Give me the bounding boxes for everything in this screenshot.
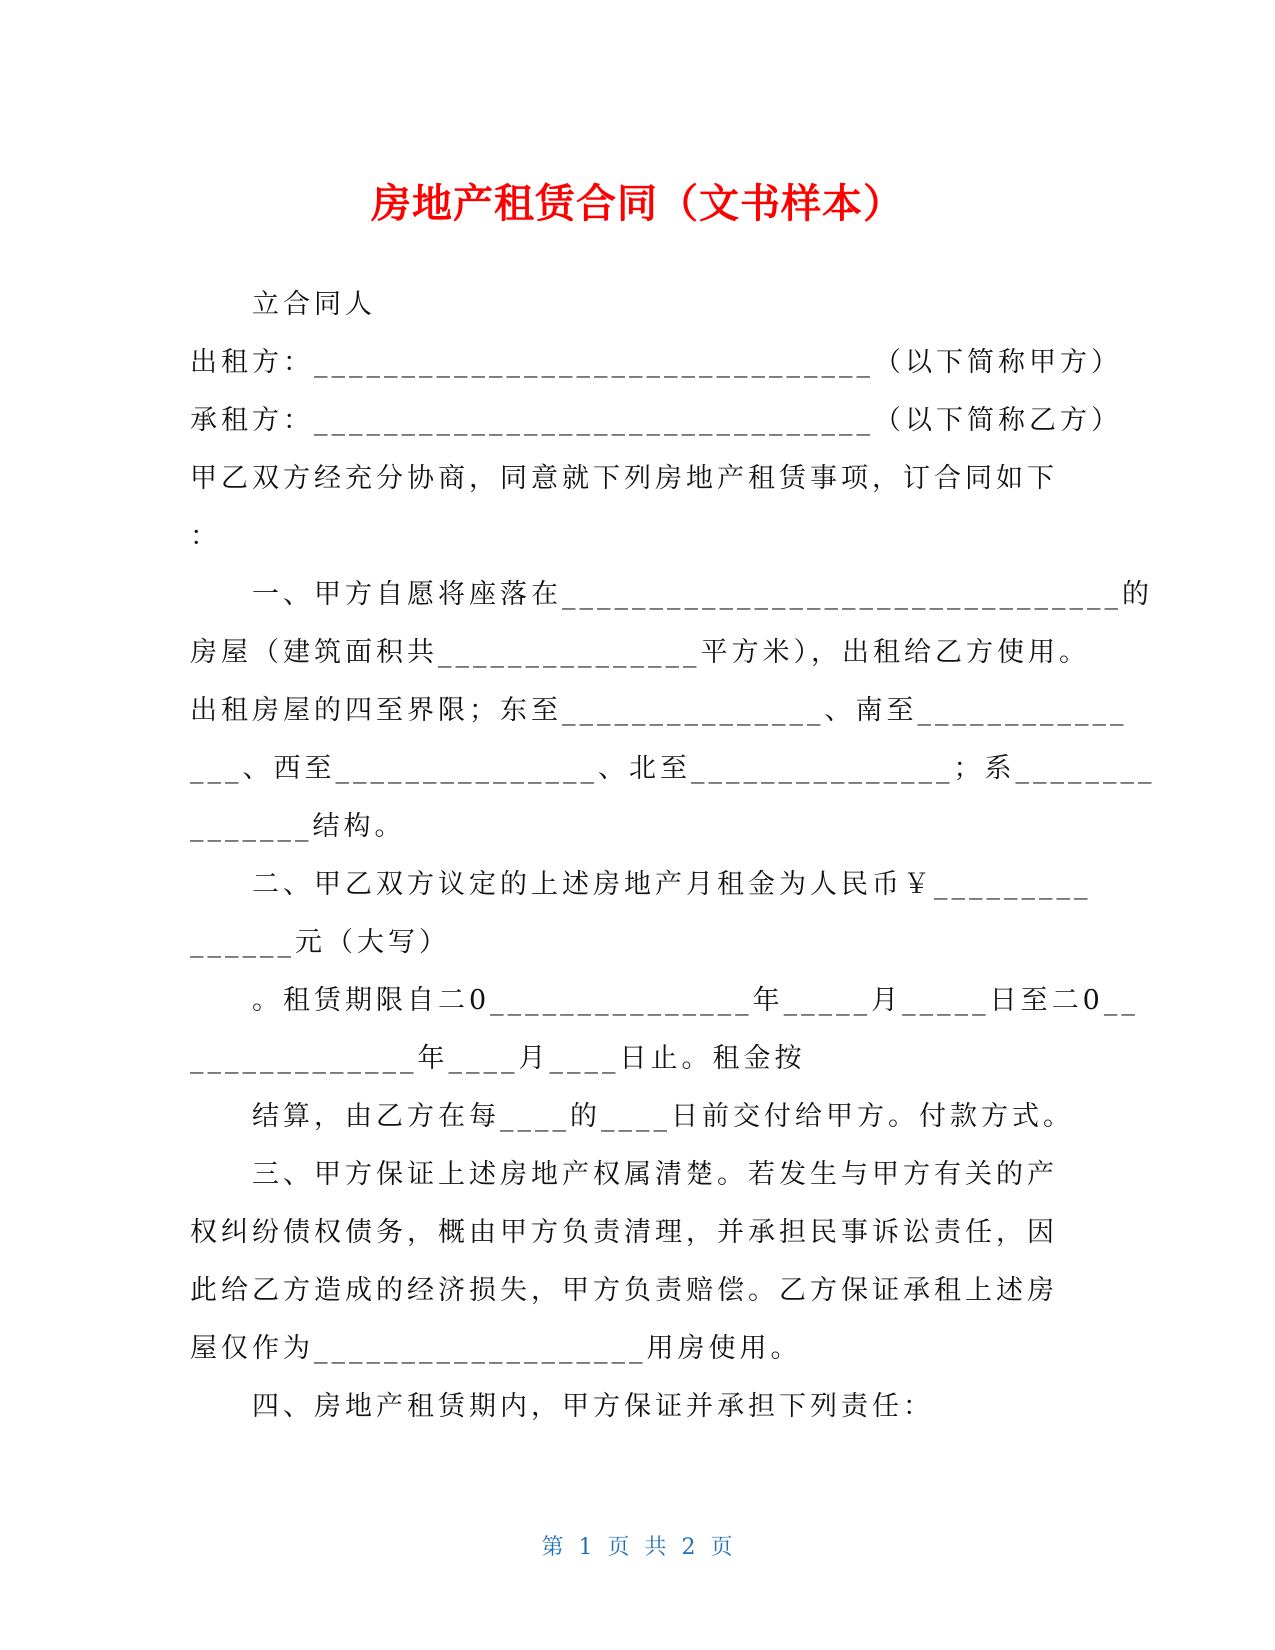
text-line-5: ：: [190, 521, 221, 552]
text-line-3: 承租方：________________________________（以下简称乙方）: [190, 405, 1122, 436]
text-line-7: 房屋（建筑面积共_______________平方米），出租给乙方使用。: [190, 637, 1090, 668]
text-line-15: 结算，由乙方在每____的____日前交付给甲方。付款方式。: [252, 1101, 1074, 1132]
text-line-1: 立合同人: [252, 289, 376, 320]
text-line-20: 四、房地产租赁期内，甲方保证并承担下列责任：: [252, 1391, 934, 1422]
text-line-13: 。租赁期限自二0_______________年_____月_____日至二0__: [252, 985, 1139, 1016]
text-line-8: 出租房屋的四至界限；东至_______________、南至____________: [190, 695, 1128, 726]
text-line-2: 出租方：________________________________（以下简称甲方）: [190, 347, 1122, 378]
text-line-16: 三、甲方保证上述房地产权属清楚。若发生与甲方有关的产: [252, 1159, 1058, 1190]
text-line-12: ______元（大写）: [190, 927, 450, 958]
document-title: 房地产租赁合同（文书样本）: [371, 181, 904, 227]
text-line-18: 此给乙方造成的经济损失，甲方负责赔偿。乙方保证承租上述房: [190, 1275, 1058, 1306]
page-number-footer: 第 1 页 共 2 页: [541, 1535, 734, 1560]
text-line-19: 屋仅作为___________________用房使用。: [190, 1333, 802, 1364]
text-line-17: 权纠纷债权债务，概由甲方负责清理，并承担民事诉讼责任，因: [190, 1217, 1058, 1248]
text-line-4: 甲乙双方经充分协商，同意就下列房地产租赁事项，订合同如下: [190, 463, 1058, 494]
text-line-11: 二、甲乙双方议定的上述房地产月租金为人民币￥_________: [252, 869, 1092, 900]
text-line-6: 一、甲方自愿将座落在________________________________的: [252, 579, 1153, 610]
text-line-9: ___、西至_______________、北至_______________；系________: [190, 753, 1156, 784]
text-line-14: _____________年____月____日止。租金按: [190, 1043, 806, 1074]
text-line-10: _______结构。: [190, 811, 406, 842]
